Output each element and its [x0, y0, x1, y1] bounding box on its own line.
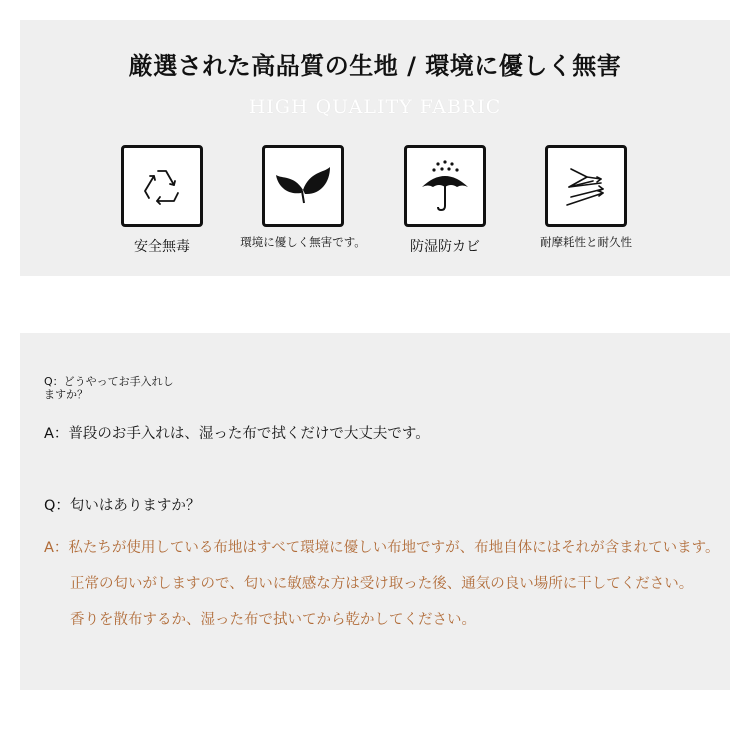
recycle-icon — [133, 157, 191, 215]
faq-answer-care: A：普段のお手入れは、湿った布で拭くだけで大丈夫です。 — [44, 426, 430, 442]
feature-label: 環境に優しく無害です。 — [240, 235, 366, 249]
feature-moisture — [370, 145, 520, 256]
faq-panel — [20, 333, 730, 690]
feature-label: 耐摩耗性と耐久性 — [540, 235, 632, 249]
wind-icon — [557, 157, 615, 215]
feature-icon-frame — [121, 145, 203, 227]
umbrella-icon — [416, 157, 474, 215]
faq-question-care: Q：どうやってお手入れし ますか？ — [44, 375, 174, 401]
page-subtitle: HIGH QUALITY FABRIC — [248, 96, 502, 118]
feature-icon-frame — [404, 145, 486, 227]
feature-icon-frame — [262, 145, 344, 227]
faq-question-smell: Q：匂いはありますか？ — [44, 498, 201, 514]
page-title: 厳選された高品質の生地 / 環境に優しく無害 — [128, 52, 622, 80]
faq-answer-smell-line2: 正常の匂いがしますので、匂いに敏感な方は受け取った後、通気の良い場所に干してください。 — [70, 576, 694, 592]
feature-label: 防湿防カビ — [410, 239, 480, 255]
leaf-icon — [274, 157, 332, 215]
faq-answer-smell-line3: 香りを散布するか、湿った布で拭いてから乾かしてください。 — [70, 612, 476, 628]
faq-answer-smell-line1: A：私たちが使用している布地はすべて環境に優しい布地ですが、布地自体にはそれが含まれています。 — [44, 540, 720, 556]
feature-eco — [228, 145, 378, 250]
feature-icon-frame — [545, 145, 627, 227]
features-panel — [20, 20, 730, 276]
feature-safe — [87, 145, 237, 256]
feature-label: 安全無毒 — [134, 239, 190, 255]
feature-durable — [511, 145, 661, 250]
